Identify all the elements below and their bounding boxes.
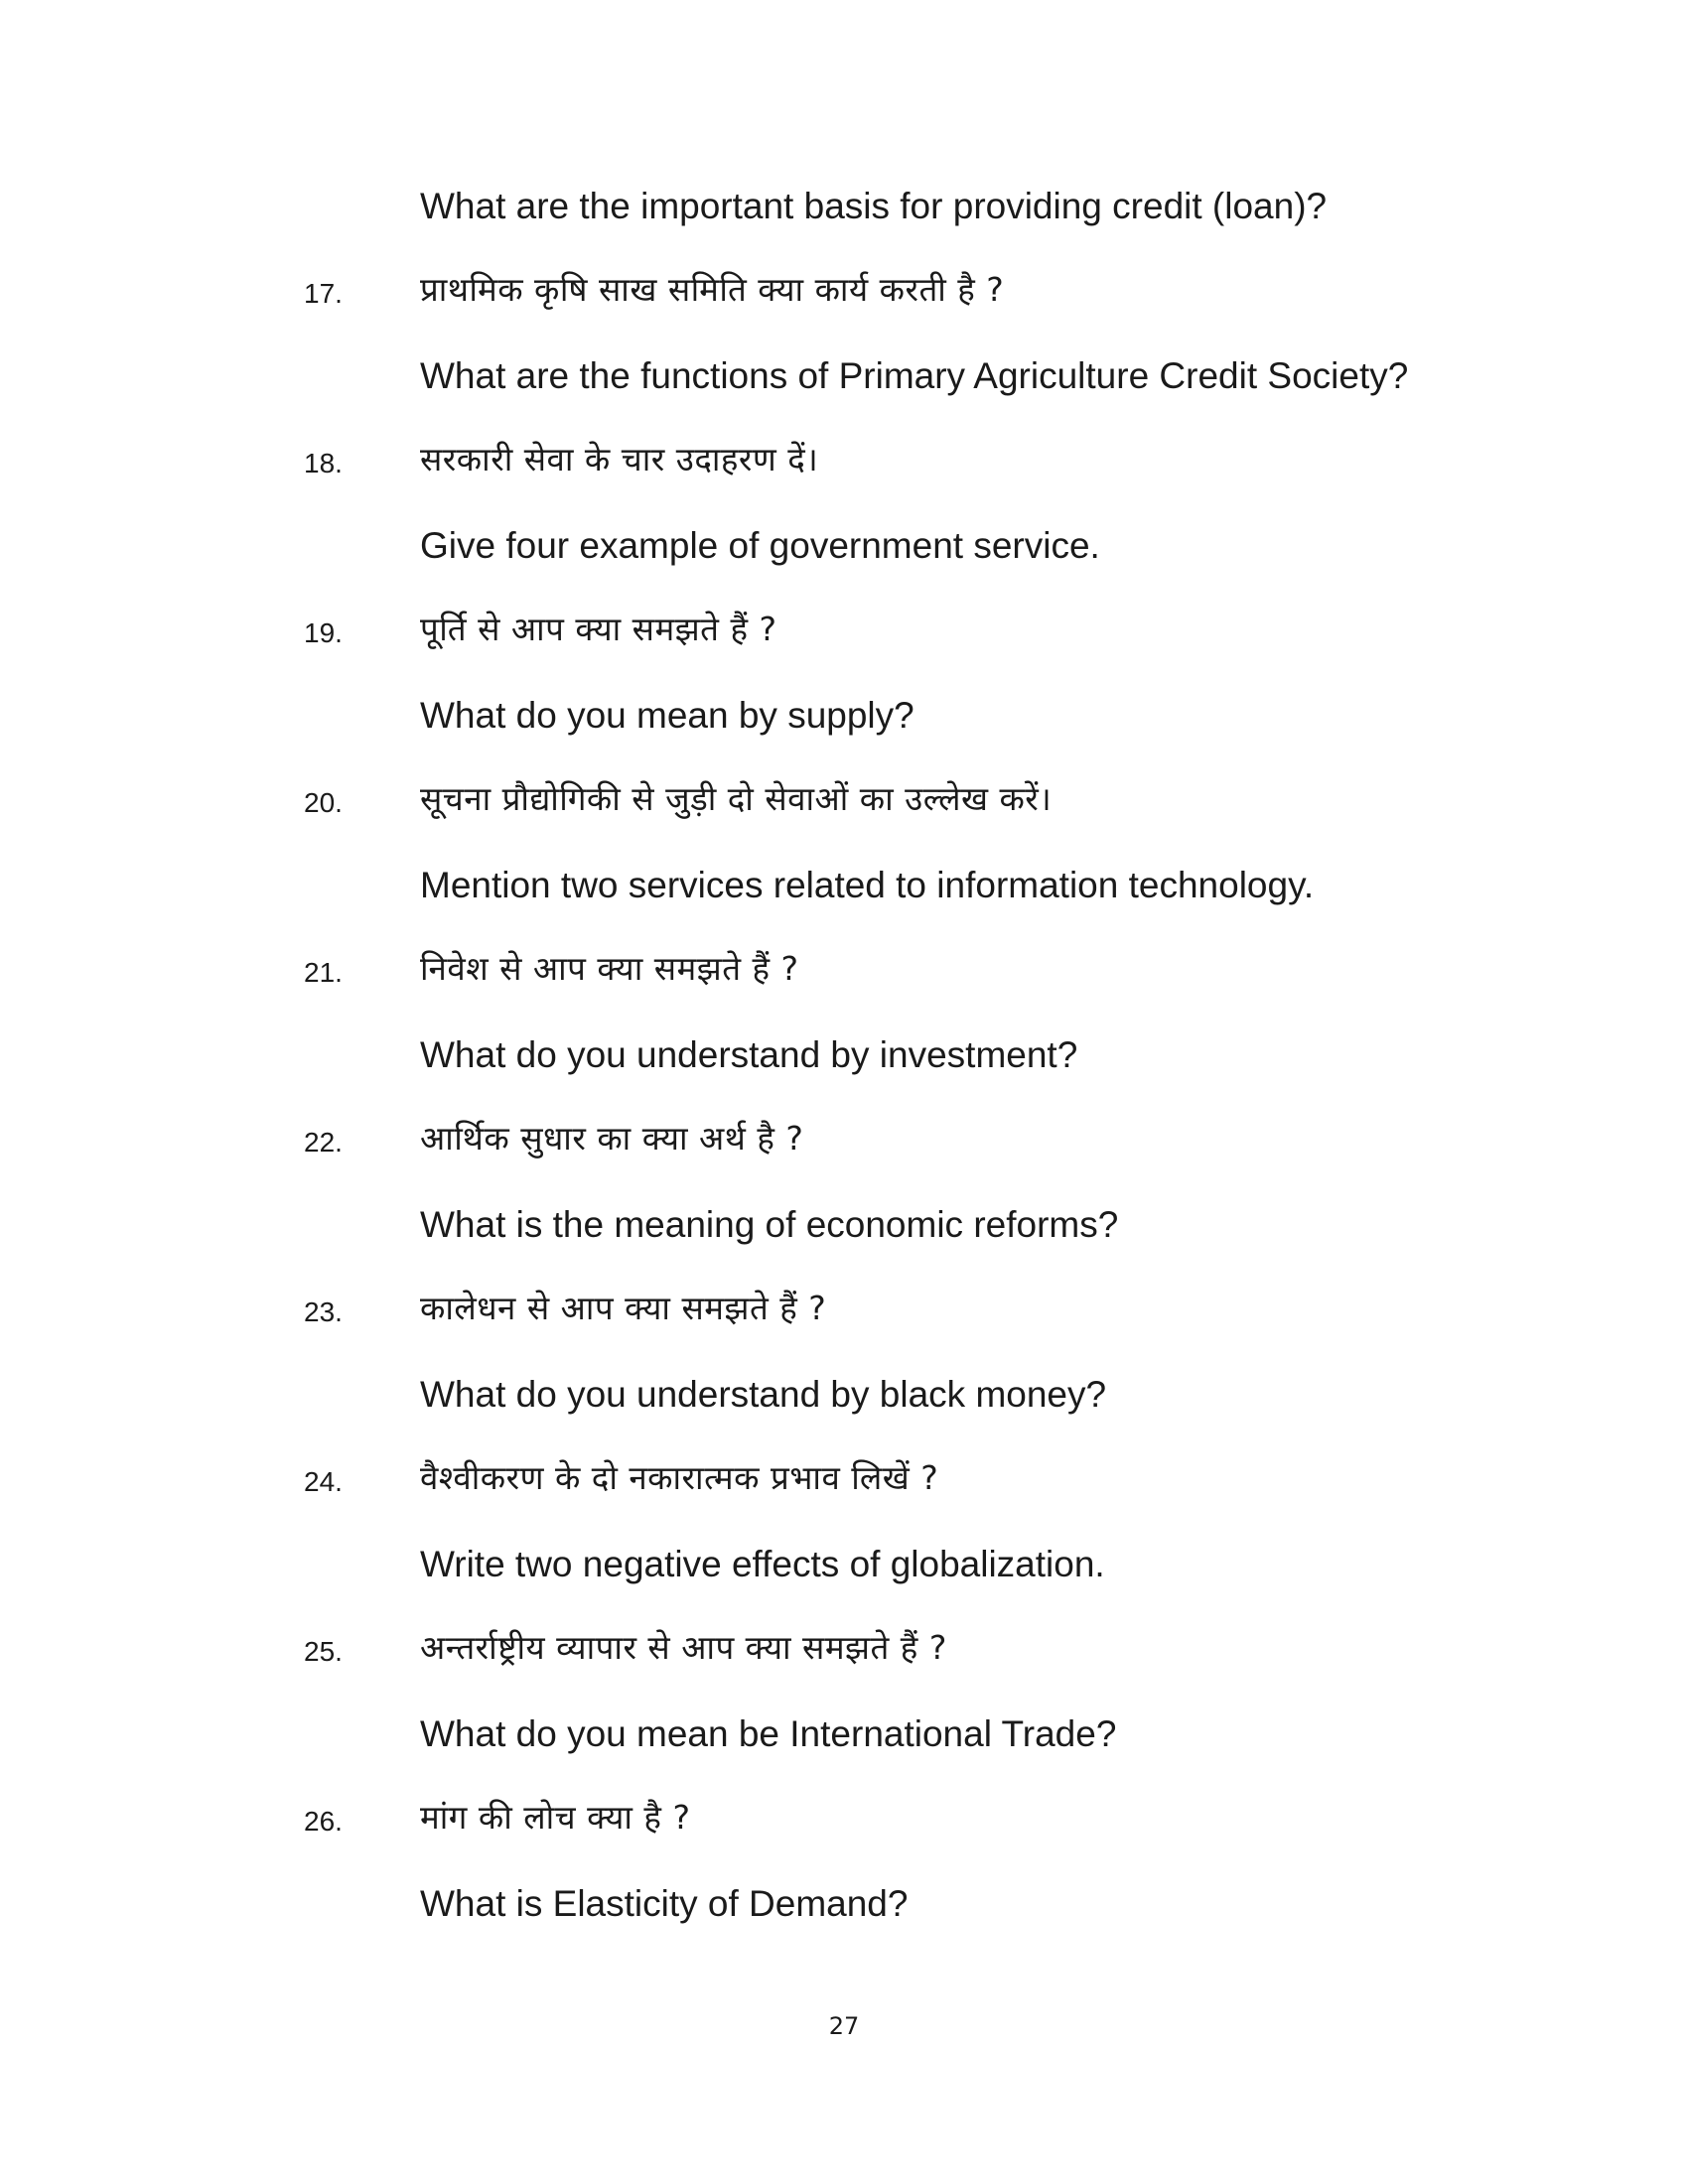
question-20-english: Mention two services related to information technology.: [420, 865, 1315, 905]
question-17-number: 17.: [304, 278, 343, 309]
question-22-number: 22.: [304, 1127, 343, 1158]
question-21-hindi: निवेश से आप क्या समझते हैं ?: [420, 949, 799, 988]
question-25-hindi: अन्तर्राष्ट्रीय व्यापार से आप क्या समझते हैं ?: [420, 1628, 947, 1667]
question-18-number: 18.: [304, 448, 343, 478]
question-26-english: What is Elasticity of Demand?: [420, 1883, 909, 1924]
question-23-number: 23.: [304, 1297, 343, 1327]
question-21-number: 21.: [304, 957, 343, 988]
question-19-english: What do you mean by supply?: [420, 695, 914, 736]
question-18-hindi: सरकारी सेवा के चार उदाहरण दें।: [420, 440, 819, 478]
question-17-hindi: प्राथमिक कृषि साख समिति क्या कार्य करती है ?: [420, 270, 1005, 309]
question-20-number: 20.: [304, 787, 343, 818]
question-24-english: Write two negative effects of globalization.: [420, 1544, 1105, 1584]
question-17-english: What are the functions of Primary Agriculture Credit Society?: [420, 355, 1409, 396]
question-18-english: Give four example of government service.: [420, 525, 1100, 566]
question-20-hindi: सूचना प्रौद्योगिकी से जुड़ी दो सेवाओं का उल्लेख करें।: [420, 779, 1053, 818]
page-number: 27: [828, 2012, 860, 2040]
question-23-english: What do you understand by black money?: [420, 1374, 1107, 1415]
question-22-hindi: आर्थिक सुधार का क्या अर्थ है ?: [420, 1119, 804, 1158]
question-21-english: What do you understand by investment?: [420, 1034, 1078, 1075]
question-19-hindi: पूर्ति से आप क्या समझते हैं ?: [420, 610, 777, 648]
question-23-hindi: कालेधन से आप क्या समझते हैं ?: [420, 1289, 827, 1327]
question-19-number: 19.: [304, 617, 343, 648]
question-24-hindi: वैश्वीकरण के दो नकारात्मक प्रभाव लिखें ?: [420, 1458, 939, 1497]
question-25-english: What do you mean be International Trade?: [420, 1713, 1117, 1754]
question-16-english: What are the important basis for providing credit (loan)?: [420, 186, 1328, 226]
question-26-hindi: मांग की लोच क्या है ?: [420, 1798, 691, 1837]
question-25-number: 25.: [304, 1636, 343, 1667]
question-26-number: 26.: [304, 1806, 343, 1837]
question-22-english: What is the meaning of economic reforms?: [420, 1204, 1119, 1245]
question-24-number: 24.: [304, 1466, 343, 1497]
